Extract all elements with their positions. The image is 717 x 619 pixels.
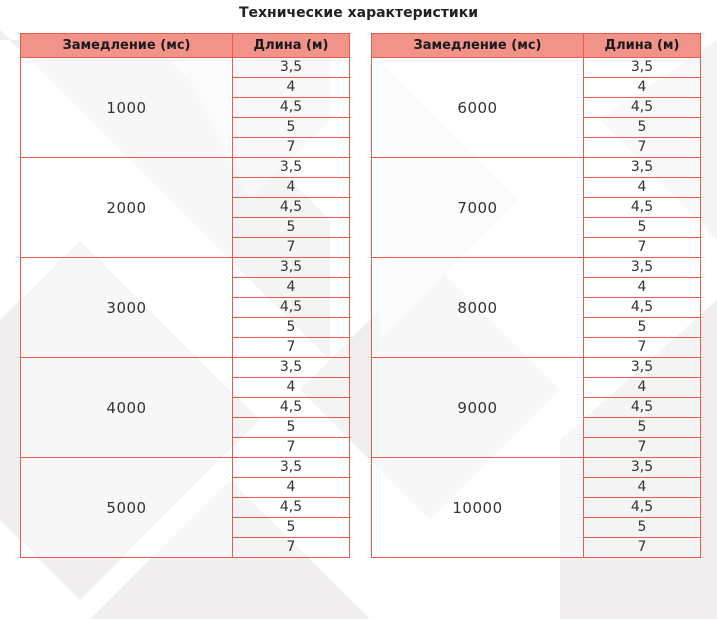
- length-cell: 7: [233, 338, 350, 358]
- header-row: [21, 34, 350, 58]
- table-row: [21, 158, 350, 178]
- delay-cell: 5000: [21, 458, 233, 558]
- length-cell: 3,5: [584, 158, 701, 178]
- length-cell: 3,5: [233, 358, 350, 378]
- length-cell: 4,5: [584, 198, 701, 218]
- length-cell: 4: [584, 78, 701, 98]
- length-cell: 5: [233, 418, 350, 438]
- length-cell: 4: [584, 478, 701, 498]
- length-cell: 4: [233, 178, 350, 198]
- length-cell: 3,5: [233, 458, 350, 478]
- table-row: [372, 158, 701, 178]
- length-cell: 4,5: [233, 398, 350, 418]
- length-cell: 7: [233, 438, 350, 458]
- delay-cell: 1000: [21, 58, 233, 158]
- length-cell: 4,5: [584, 498, 701, 518]
- page-title: Технические характеристики: [238, 5, 479, 21]
- table-row: [372, 58, 701, 78]
- header-length: Длина (м): [584, 34, 701, 58]
- length-cell: 5: [584, 118, 701, 138]
- length-cell: 7: [584, 238, 701, 258]
- length-cell: 7: [584, 438, 701, 458]
- table-row: [372, 258, 701, 278]
- header-delay: Замедление (мс): [21, 34, 233, 58]
- delay-cell: 6000: [372, 58, 584, 158]
- delay-cell: 4000: [21, 358, 233, 458]
- length-cell: 4,5: [233, 98, 350, 118]
- length-cell: 4: [233, 78, 350, 98]
- table-row: [21, 358, 350, 378]
- table-row: [372, 458, 701, 478]
- spec-table-right: [371, 33, 701, 558]
- length-cell: 3,5: [584, 458, 701, 478]
- length-cell: 5: [584, 518, 701, 538]
- length-cell: 5: [233, 118, 350, 138]
- length-cell: 4,5: [584, 398, 701, 418]
- length-cell: 3,5: [584, 58, 701, 78]
- table-row: [21, 458, 350, 478]
- length-cell: 3,5: [233, 258, 350, 278]
- delay-cell: 2000: [21, 158, 233, 258]
- length-cell: 5: [233, 518, 350, 538]
- table-row: [372, 358, 701, 378]
- length-cell: 4: [233, 478, 350, 498]
- length-cell: 3,5: [584, 358, 701, 378]
- length-cell: 5: [233, 318, 350, 338]
- table-row: [21, 258, 350, 278]
- length-cell: 7: [584, 138, 701, 158]
- length-cell: 4: [584, 378, 701, 398]
- length-cell: 4,5: [233, 198, 350, 218]
- length-cell: 5: [584, 218, 701, 238]
- table-row: [21, 58, 350, 78]
- length-cell: 3,5: [584, 258, 701, 278]
- length-cell: 3,5: [233, 158, 350, 178]
- delay-cell: 8000: [372, 258, 584, 358]
- header-length: Длина (м): [233, 34, 350, 58]
- spec-table-left: [20, 33, 350, 558]
- delay-cell: 3000: [21, 258, 233, 358]
- delay-cell: 9000: [372, 358, 584, 458]
- delay-cell: 7000: [372, 158, 584, 258]
- length-cell: 4: [584, 278, 701, 298]
- length-cell: 7: [233, 538, 350, 558]
- header-delay: Замедление (мс): [372, 34, 584, 58]
- length-cell: 4: [233, 278, 350, 298]
- delay-cell: 10000: [372, 458, 584, 558]
- length-cell: 7: [584, 338, 701, 358]
- length-cell: 4,5: [233, 298, 350, 318]
- header-row: [372, 34, 701, 58]
- length-cell: 4: [233, 378, 350, 398]
- length-cell: 5: [584, 318, 701, 338]
- length-cell: 7: [233, 238, 350, 258]
- length-cell: 5: [233, 218, 350, 238]
- length-cell: 7: [584, 538, 701, 558]
- length-cell: 3,5: [233, 58, 350, 78]
- length-cell: 5: [584, 418, 701, 438]
- length-cell: 7: [233, 138, 350, 158]
- length-cell: 4,5: [233, 498, 350, 518]
- length-cell: 4,5: [584, 298, 701, 318]
- length-cell: 4: [584, 178, 701, 198]
- length-cell: 4,5: [584, 98, 701, 118]
